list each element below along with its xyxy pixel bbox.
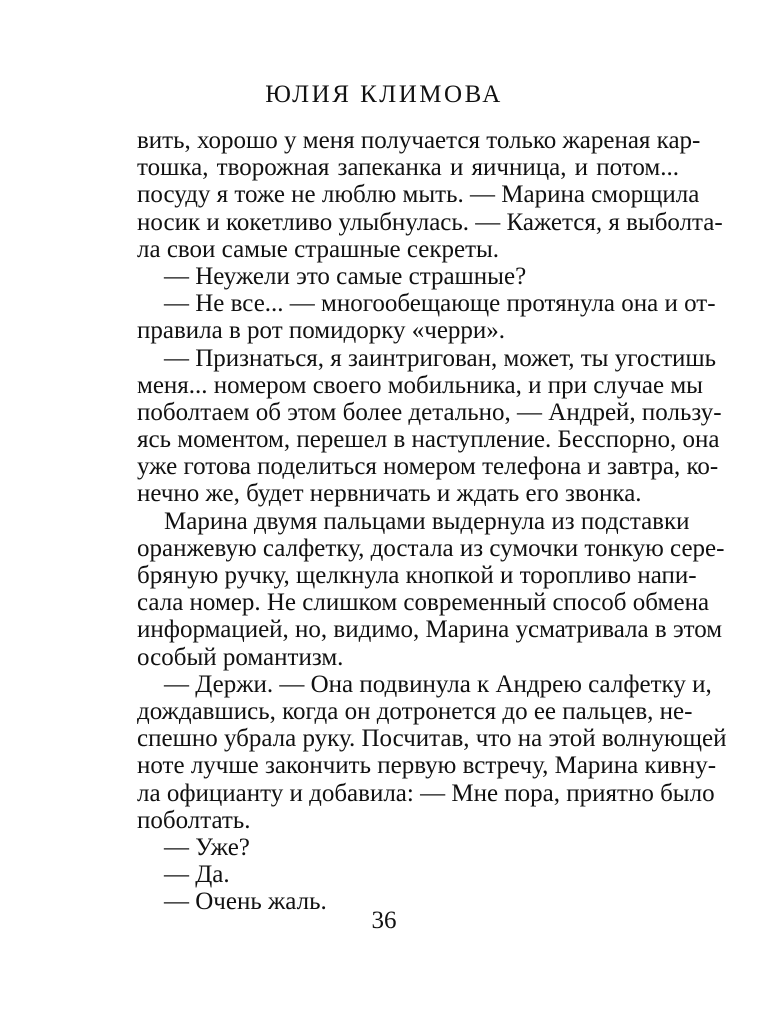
text-line: меня... номером своего мобильника, и при случае мы <box>137 371 703 399</box>
text-line: уже готова поделиться номером телефона и завтра, ко- <box>137 453 719 481</box>
text-line: оранжевую салфетку, достала из сумочки тонкую сере- <box>137 534 725 562</box>
text-line: дождавшись, когда он дотронется до ее пальцев, не- <box>137 697 693 725</box>
text-line: ла свои самые страшные секреты. <box>137 235 500 263</box>
text-line: носик и кокетливо улыбнулась. — Кажется, я выболта- <box>137 208 723 236</box>
text-line: — Да. <box>164 861 230 889</box>
text-line: ясь моментом, перешел в наступление. Бесспорно, она <box>137 426 720 454</box>
page-number: 36 <box>371 907 397 934</box>
text-line: ноте лучше закончить первую встречу, Марина кивну- <box>137 752 717 780</box>
text-line: — Не все... — многообещающе протянула она и от- <box>164 290 716 318</box>
text-line: бряную ручку, щелкнула кнопкой и торопливо напи- <box>137 562 697 589</box>
text-line: — Неужели это самые страшные? <box>164 262 527 290</box>
text-line: поболтаем об этом более детально, — Андрей, пользу- <box>137 398 722 426</box>
text-line: особый романтизм. <box>137 643 344 671</box>
text-line: сала номер. Не слишком современный способ обмена <box>137 589 710 617</box>
text-line: правила в рот помидорку «черри». <box>137 317 506 345</box>
text-line: поболтать. <box>137 806 251 834</box>
text-line: — Уже? <box>164 833 250 861</box>
text-line: вить, хорошо у меня получается только жареная кар- <box>137 127 701 154</box>
text-line: — Признаться, я заинтригован, может, ты угостишь <box>164 344 717 372</box>
text-line: информацией, но, видимо, Марина усматривала в этом <box>137 616 723 644</box>
text-line: спешно убрала руку. Посчитав, что на этой волнующей <box>137 725 727 753</box>
text-line: — Очень жаль. <box>164 888 327 916</box>
running-head: ЮЛИЯ КЛИМОВА <box>265 81 503 108</box>
text-line: нечно же, будет нервничать и ждать его звонка. <box>137 480 642 508</box>
text-line: Марина двумя пальцами выдернула из подставки <box>164 507 690 535</box>
text-line: посуду я тоже не люблю мыть. — Марина сморщила <box>137 181 700 209</box>
text-line: тошка, творожная запеканка и яичница, и потом... <box>137 154 679 182</box>
text-line: — Держи. — Она подвинула к Андрею салфетку и, <box>164 670 712 698</box>
text-line: ла официанту и добавила: — Мне пора, приятно было <box>137 779 715 807</box>
body-text <box>137 127 727 916</box>
